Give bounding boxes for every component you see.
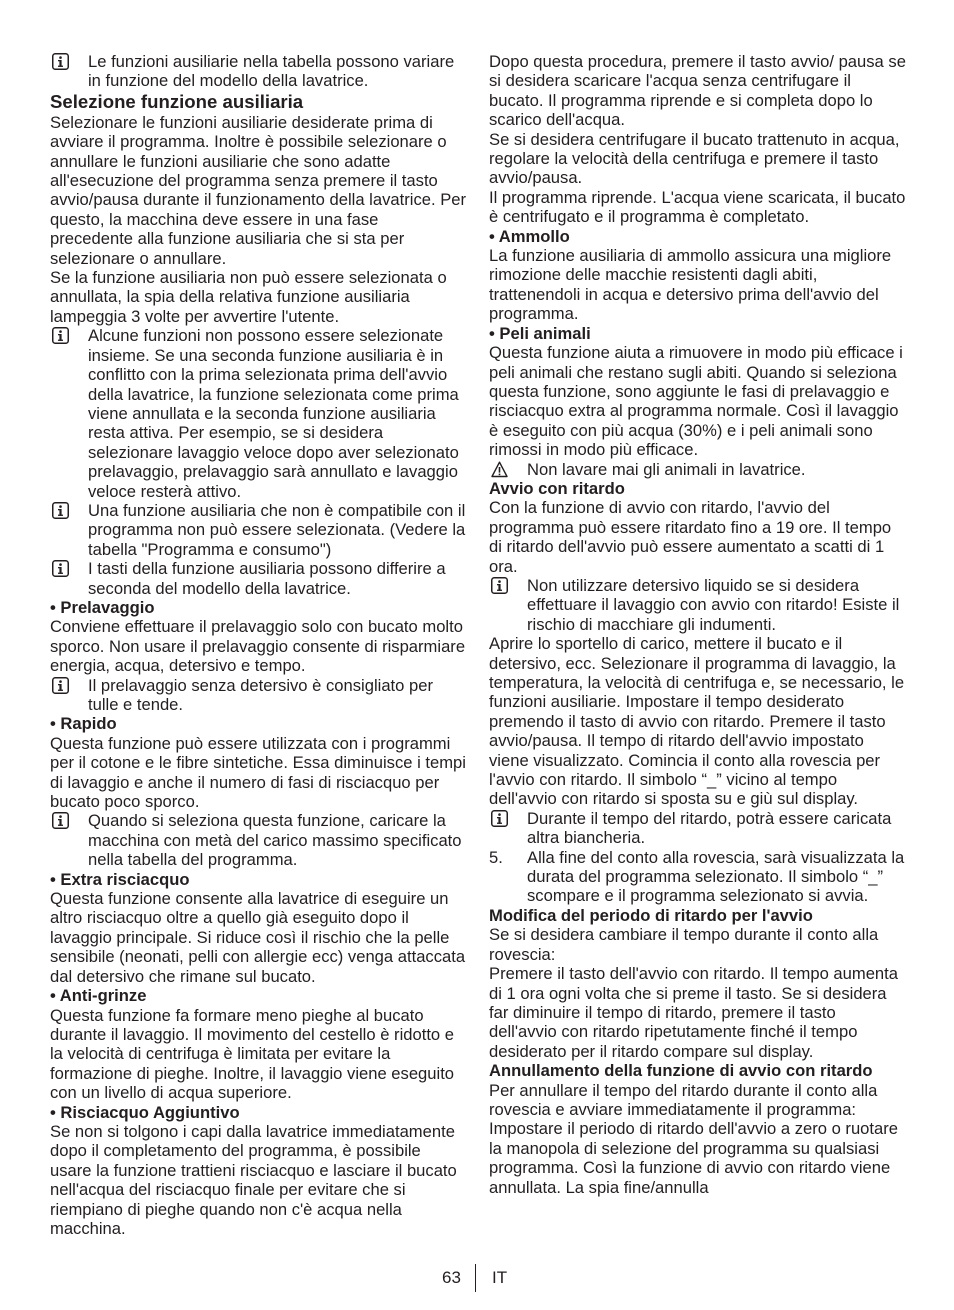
warning-icon (491, 461, 508, 478)
right-subheading: Avvio con ritardo (489, 478, 625, 498)
left-paragraph: Questa funzione fa formare meno pieghe al bucato durante il lavaggio. Il movimento del cestello è ridotto e la velocità di centrifuga è limitata per evitare la formazione di pieghe. Inoltre, il lavaggio viene eseguito con un livello di acqua superiore. (50, 1005, 455, 1103)
left-paragraph: Selezionare le funzioni ausiliarie desiderate prima di avviare il programma. Inoltre è possibile selezionare o annullare le funzioni ausiliarie che sono adatte all'esecuzione del programma senza premere il tasto avvio/pausa durante il funzionamento della lavatrice. Per questo, la macchina deve essere in una fase precedente alla funzione ausiliaria che si sta per selezionare o annullare. (50, 112, 467, 268)
left-column (50, 52, 466, 1238)
note-text: Quando si seleziona questa funzione, caricare la macchina con metà del carico massimo specificato nella tabella del programma. (88, 811, 462, 870)
right-paragraph: Dopo questa procedura, premere il tasto avvio/ pausa se si desidera scaricare l'acqua senza centrifugare il bucato. Il programma riprende e si completa dopo lo scarico dell'acqua. (489, 52, 906, 130)
footer-divider (475, 1264, 476, 1292)
left-info-note (50, 326, 466, 501)
info-icon (491, 810, 508, 827)
right-paragraph: Per annullare il tempo del ritardo durante il conto alla rovescia e avviare immediatamente il programma: Impostare il periodo di ritardo dell'avvio a zero o ruotare la manopola di selezione del programma su qualsiasi programma. Così la funzione di avvio con ritardo viene annullata. La spia fine/annulla (489, 1080, 899, 1197)
right-info-note (489, 576, 907, 634)
right-paragraph: Con la funzione di avvio con ritardo, l'avvio del programma può essere ritardato fino a 19 ore. Il tempo di ritardo dell'avvio può essere aumentato a scatti di 1 ora. (489, 498, 892, 576)
right-subheading: • Ammollo (489, 226, 570, 246)
left-section-heading: Selezione funzione ausiliaria (50, 90, 304, 112)
left-subheading: • Risciacquo Aggiuntivo (50, 1102, 240, 1122)
right-numbered-item (489, 848, 907, 906)
left-info-note (50, 501, 466, 559)
right-paragraph: Se si desidera centrifugare il bucato trattenuto in acqua, regolare la velocità della centrifuga e premere il tasto avvio/pausa. (489, 129, 900, 188)
left-subheading: • Anti-grinze (50, 986, 147, 1006)
info-icon (491, 577, 508, 594)
right-column (489, 52, 907, 1197)
right-subheading: • Peli animali (489, 323, 591, 343)
note-text: Una funzione ausiliaria che non è compatibile con il programma non può essere selezionata. (Vedere la tabella "Programma e consumo") (88, 500, 466, 559)
right-paragraph: Aprire lo sportello di carico, mettere il bucato e il detersivo, ecc. Selezionare il programma di lavaggio, la temperatura, la velocità di centrifuga e, se necessario, le funzioni ausiliarie. Impostare il tempo desiderato premendo il tasto di avvio con ritardo. Premere il tasto avvio/pausa. Il tempo di ritardo dell'avvio impostato viene visualizzato. Comincia il conto alla rovescia per l'avvio con ritardo. Il simbolo “_” vicino al tempo dell'avvio con ritardo si sposta su e giù sul display. (489, 634, 905, 809)
left-paragraph: Conviene effettuare il prelavaggio solo con bucato molto sporco. Non usare il prelavaggio consente di risparmiare energia, acqua, detersivo e tempo. (50, 617, 466, 676)
note-text: Durante il tempo del ritardo, potrà essere caricata altra biancheria. (527, 808, 892, 848)
language-code: IT (492, 1268, 508, 1287)
right-paragraph: Questa funzione aiuta a rimuovere in modo più efficace i peli animali che restano sugli abiti. Quando si seleziona questa funzione, sono aggiunte le fasi di prelavaggio e risciacquo extra al programma normale. Così il lavaggio è eseguito con più acqua (30%) e i peli animali sono rimossi in modo più efficace. (489, 343, 903, 460)
info-icon (52, 560, 69, 577)
left-info-note (50, 559, 466, 598)
left-info-note (50, 52, 466, 91)
left-info-note (50, 811, 466, 869)
info-icon (52, 327, 69, 344)
page-number: 63 (442, 1268, 461, 1287)
note-text: Le funzioni ausiliarie nella tabella possono variare in funzione del modello della lavatrice. (88, 52, 455, 91)
info-icon (52, 677, 69, 694)
right-paragraph: Premere il tasto dell'avvio con ritardo. Il tempo aumenta di 1 ora ogni volta che si preme il tasto. Se si desidera far diminuire il tempo di ritardo, premere il tasto dell'avvio con ritardo ripetutamente finché il tempo desiderato per il ritardo compare sul display. (489, 964, 898, 1061)
info-icon (52, 812, 69, 829)
info-icon (52, 502, 69, 519)
note-text: Alcune funzioni non possono essere selezionate insieme. Se una seconda funzione ausiliaria è in conflitto con la prima selezionata prima dell'avvio della lavatrice, la funzione selezionata come prima viene annullata e la seconda funzione ausiliaria resta attiva. Per esempio, se si desidera selezionare lavaggio veloce dopo aver selezionato prelavaggio, prelavaggio sarà annullato e lavaggio veloce resterà attivo. (88, 326, 459, 501)
info-icon (52, 53, 69, 70)
right-paragraph: Se si desidera cambiare il tempo durante il conto alla rovescia: (489, 925, 879, 964)
item-number: 5. (489, 847, 503, 867)
right-paragraph: La funzione ausiliaria di ammollo assicura una migliore rimozione delle macchie resistenti dagli abiti, trattenendoli in acqua e detersivo prima dell'avvio del programma. (489, 246, 892, 324)
left-paragraph: Questa funzione consente alla lavatrice di eseguire un altro risciacquo oltre a quello già eseguito dopo il lavaggio principale. Si riduce così il rischio che la pelle sensibile (neonati, pelli con allergie ecc) venga attaccata dal detersivo che rimane sul bucato. (50, 889, 466, 986)
left-paragraph: Se la funzione ausiliaria non può essere selezionata o annullata, la spia della relativa funzione ausiliaria lampeggia 3 volte per avvertire l'utente. (50, 268, 447, 326)
left-subheading: • Extra risciacquo (50, 869, 190, 889)
left-paragraph: Se non si tolgono i capi dalla lavatrice immediatamente dopo il completamento del programma, è possibile usare la funzione trattieni risciacquo e lasciare il bucato nell'acqua del risciacquo finale per evitare che si riempiano di pieghe quando non c'è acqua nella macchina. (50, 1121, 457, 1238)
note-text: I tasti della funzione ausiliaria possono differire a seconda del modello della lavatrice. (88, 559, 446, 598)
left-info-note (50, 676, 466, 715)
left-subheading: • Prelavaggio (50, 597, 155, 617)
right-subheading: Annullamento della funzione di avvio con ritardo (489, 1061, 873, 1081)
right-paragraph: Il programma riprende. L'acqua viene scaricata, il bucato è centrifugato e il programma è completato. (489, 187, 906, 227)
right-subheading: Modifica del periodo di ritardo per l'avvio (489, 905, 813, 925)
note-text: Non lavare mai gli animali in lavatrice. (527, 459, 806, 479)
note-text: Il prelavaggio senza detersivo è consigliato per tulle e tende. (88, 675, 433, 714)
note-text: Non utilizzare detersivo liquido se si desidera effettuare il lavaggio con avvio con ritardo! Esiste il rischio di macchiare gli indumenti. (527, 575, 900, 634)
item-text: Alla fine del conto alla rovescia, sarà visualizzata la durata del programma selezionato. Il simbolo “_” scompare e il programma selezionato si avvia. (527, 847, 905, 906)
left-paragraph: Questa funzione può essere utilizzata con i programmi per il cotone e le fibre sintetiche. Essa diminuisce i tempi di lavaggio e anche il numero di fasi di risciacquo per bucato poco sporco. (50, 733, 466, 812)
right-warning-note (489, 460, 907, 479)
right-info-note (489, 809, 907, 848)
left-subheading: • Rapido (50, 714, 117, 734)
